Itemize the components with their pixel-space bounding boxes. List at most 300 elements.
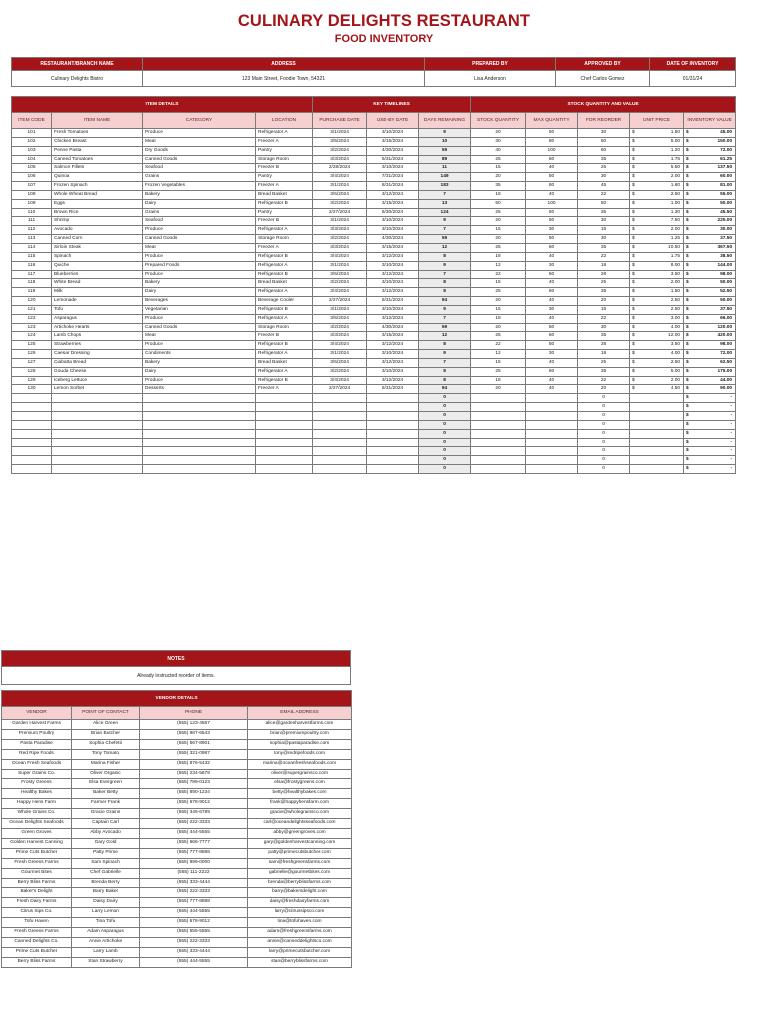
inventory-cell: 30 [526,261,578,270]
currency-symbol: $ [686,298,689,304]
price-value: 144.00 [717,262,733,268]
inventory-cell: 130 [12,385,52,394]
inventory-cell: Produce [143,129,256,138]
inventory-cell [630,323,684,332]
inventory-cell: 40 [526,297,578,306]
inventory-row [12,367,736,376]
inventory-row [12,226,736,235]
inventory-cell: 3/12/2024 [367,314,419,323]
currency-symbol: $ [686,368,689,374]
info-header-address: ADDRESS [143,58,425,71]
vendor-cell: Chef Gabrielle [72,868,140,878]
inventory-cell [256,429,313,438]
inventory-cell [367,438,419,447]
inventory-cell [313,438,367,447]
inventory-column-header: MAX QUANTITY [526,113,578,129]
inventory-cell [143,394,256,403]
inventory-cell [630,332,684,341]
inventory-cell: 9 [419,217,471,226]
vendor-cell: (555) 666-7777 [140,838,248,848]
vendor-cell: Frosty Greens [2,779,72,789]
inventory-empty-row [12,465,736,474]
inventory-cell [630,305,684,314]
vendor-cell: Brian Butcher [72,729,140,739]
inventory-cell: 7/31/2024 [367,173,419,182]
inventory-cell: 22 [578,252,630,261]
inventory-cell: 3/5/2024 [313,137,367,146]
inventory-cell: 9 [419,350,471,359]
vendor-cell: (555) 789-0123 [140,779,248,789]
vendor-row [2,848,352,858]
inventory-cell: Dairy [143,367,256,376]
inventory-cell [12,465,52,474]
inventory-cell: 3/12/2024 [367,358,419,367]
price-value: 45.00 [720,130,733,135]
price-value: 2.50 [670,306,681,312]
currency-symbol: $ [632,271,635,277]
inventory-cell: 20 [578,297,630,306]
vendor-cell: Healthy Bakes [2,789,72,799]
vendor-cell: Baker Betty [72,789,140,799]
inventory-cell: 3/1/2024 [313,129,367,138]
inventory-cell [630,226,684,235]
vendor-row [2,779,352,789]
inventory-cell: 50 [526,341,578,350]
inventory-cell: 110 [12,208,52,217]
currency-symbol: $ [632,218,635,224]
inventory-cell [143,420,256,429]
vendor-row [2,868,352,878]
price-value: - [730,457,733,463]
inventory-cell: 3/15/2024 [367,137,419,146]
inventory-cell: 40 [526,252,578,261]
price-value: 66.00 [720,315,733,321]
inventory-cell [12,394,52,403]
currency-symbol: $ [686,138,689,144]
inventory-table [11,96,736,474]
inventory-cell [526,438,578,447]
inventory-cell [313,429,367,438]
inventory-cell [367,394,419,403]
vendor-row [2,749,352,759]
inventory-cell [684,199,736,208]
inventory-cell: Bread Basket [256,358,313,367]
currency-symbol: $ [686,386,689,392]
inventory-column-header: FOR REORDER [578,113,630,129]
inventory-cell [313,394,367,403]
inventory-cell: 40 [526,279,578,288]
vendor-cell: (555) 321-0987 [140,749,248,759]
inventory-cell: 25 [471,332,526,341]
inventory-cell: Quinoa [52,173,143,182]
price-value: 2.50 [670,298,681,304]
inventory-cell: Bakery [143,190,256,199]
inventory-cell: 40 [526,358,578,367]
inventory-cell: 102 [12,137,52,146]
price-value: 1.20 [670,147,681,153]
price-value: 4.00 [670,351,681,357]
group-key-timelines: KEY TIMELINES [313,97,471,113]
days-remaining-cell: 0 [419,394,471,403]
inventory-cell [52,465,143,474]
currency-symbol: $ [686,315,689,321]
inventory-cell [526,394,578,403]
inventory-empty-row [12,447,736,456]
inventory-cell: 3/15/2024 [367,332,419,341]
inventory-cell [526,456,578,465]
inventory-cell: Frozen Spinach [52,182,143,191]
currency-symbol: $ [632,138,635,144]
inventory-row [12,376,736,385]
vendor-cell: (555) 345-6789 [140,809,248,819]
vendor-row [2,957,352,967]
inventory-cell: Dairy [143,199,256,208]
inventory-cell: 50 [526,129,578,138]
currency-symbol: $ [632,280,635,286]
vendor-cell: frank@happyhensfarm.com [248,799,352,809]
currency-symbol: $ [686,413,689,418]
inventory-cell: Refrigerator A [256,129,313,138]
vendor-column-header: PHONE [140,707,248,720]
inventory-cell [684,164,736,173]
inventory-cell [367,456,419,465]
currency-symbol: $ [632,262,635,268]
inventory-cell: 118 [12,279,52,288]
currency-symbol: $ [686,174,689,180]
inventory-cell [684,235,736,244]
inventory-cell: 3/3/2024 [313,155,367,164]
price-value: 10.50 [668,244,681,250]
inventory-cell: 128 [12,367,52,376]
inventory-cell [630,208,684,217]
currency-symbol: $ [632,165,635,171]
days-remaining-cell: 0 [419,403,471,412]
inventory-cell [684,137,736,146]
inventory-cell: 3/10/2024 [367,261,419,270]
inventory-cell: 124 [419,208,471,217]
inventory-column-header: PURCHASE DATE [313,113,367,129]
inventory-cell: 25 [471,208,526,217]
inventory-cell [526,429,578,438]
currency-symbol: $ [686,439,689,445]
inventory-row [12,146,736,155]
inventory-cell: Shrimp [52,217,143,226]
price-value: 50.00 [720,200,733,206]
inventory-cell [630,199,684,208]
vendor-cell: Prime Cuts Butcher [2,947,72,957]
currency-symbol: $ [632,236,635,242]
inventory-cell: 59 [419,323,471,332]
inventory-cell [630,270,684,279]
inventory-cell: Lemonade [52,297,143,306]
currency-symbol: $ [632,377,635,383]
inventory-cell: 6/30/2024 [367,208,419,217]
inventory-cell: 112 [12,226,52,235]
inventory-cell: 18 [471,252,526,261]
inventory-cell [256,447,313,456]
price-value: 5.50 [670,165,681,171]
vendor-cell: annie@canneddelightsco.com [248,937,352,947]
inventory-cell: 30 [578,217,630,226]
vendor-cell: oliver@supergrainsco.com [248,769,352,779]
inventory-cell [52,456,143,465]
document-title: CULINARY DELIGHTS RESTAURANT [237,12,531,30]
inventory-cell [52,412,143,421]
currency-symbol: $ [686,156,689,162]
currency-symbol: $ [686,280,689,286]
price-value: 1.80 [670,183,681,189]
currency-symbol: $ [632,324,635,330]
inventory-value-cell [684,465,736,474]
inventory-cell: 3/1/2024 [313,182,367,191]
vendor-cell: Elsa Evergreen [72,779,140,789]
vendor-cell: tina@tofuhaven.com [248,918,352,928]
inventory-cell: 115 [12,252,52,261]
inventory-cell: Bread Basket [256,190,313,199]
inventory-cell: 5/31/2024 [367,155,419,164]
vendor-row [2,898,352,908]
inventory-cell: 113 [12,235,52,244]
currency-symbol: $ [686,404,689,410]
inventory-cell: Produce [143,226,256,235]
price-value: 1.30 [670,209,681,215]
inventory-cell: 20 [471,385,526,394]
inventory-cell: 3/12/2024 [367,252,419,261]
vendor-row [2,739,352,749]
inventory-cell [684,314,736,323]
inventory-cell: 15 [471,226,526,235]
currency-symbol: $ [632,333,635,339]
inventory-cell: Beverages [143,297,256,306]
inventory-cell [256,438,313,447]
inventory-cell: 22 [578,314,630,323]
info-approved-by: Chef Carlos Gomez [556,71,650,87]
inventory-cell [630,429,684,438]
inventory-cell [256,456,313,465]
inventory-cell [471,394,526,403]
vendor-cell: Larry Lamb [72,947,140,957]
vendor-cell: marina@oceanfreshseafoods.com [248,759,352,769]
inventory-row [12,190,736,199]
group-item-details: ITEM DETAILS [12,97,313,113]
inventory-cell: 3/3/2024 [313,332,367,341]
inventory-cell: 7 [419,358,471,367]
inventory-cell: Refrigerator A [256,288,313,297]
inventory-cell: 7 [419,314,471,323]
info-header-branch: RESTAURANT/BRANCH NAME [12,58,143,71]
inventory-cell: 15 [471,279,526,288]
inventory-cell: 8 [419,252,471,261]
inventory-cell: 5/31/2024 [367,385,419,394]
inventory-cell [313,447,367,456]
vendor-cell: Whole Grains Co. [2,809,72,819]
inventory-column-header: UNIT PRICE [630,113,684,129]
inventory-cell: 3/5/2024 [313,270,367,279]
days-remaining-cell: 0 [419,429,471,438]
inventory-cell: 2/27/2024 [313,297,367,306]
vendor-cell: (555) 678-9012 [140,918,248,928]
document-subtitle: FOOD INVENTORY [334,33,434,45]
inventory-cell: 2/28/2024 [313,164,367,173]
inventory-cell: 50 [471,199,526,208]
inventory-cell [630,137,684,146]
inventory-cell: Refrigerator A [256,226,313,235]
inventory-cell [684,358,736,367]
inventory-cell [684,270,736,279]
currency-symbol: $ [686,227,689,233]
inventory-cell: Pantry [256,173,313,182]
currency-symbol: $ [686,359,689,365]
inventory-cell: 30 [526,305,578,314]
price-value: 61.25 [720,156,733,162]
vendor-cell: Canned Delights Co. [2,937,72,947]
reorder-cell: 0 [578,403,630,412]
price-value: 50.00 [720,298,733,304]
vendor-cell: elsa@frostygreens.com [248,779,352,789]
inventory-cell [684,243,736,252]
price-value: - [730,395,733,401]
inventory-cell: 35 [578,332,630,341]
inventory-cell [630,173,684,182]
vendor-cell: brenda@berryblissfarms.com [248,878,352,888]
currency-symbol: $ [686,333,689,339]
currency-symbol: $ [686,289,689,295]
vendor-cell: Tony Tomato [72,749,140,759]
inventory-cell: 25 [471,367,526,376]
inventory-cell: 3/5/2024 [313,358,367,367]
vendor-cell: Daisy Dairy [72,898,140,908]
inventory-cell: 12 [471,350,526,359]
vendor-cell: larry@citrussipsco.com [248,908,352,918]
inventory-cell [471,429,526,438]
vendor-cell: (555) 777-8888 [140,898,248,908]
vendor-row [2,809,352,819]
currency-symbol: $ [686,324,689,330]
inventory-row [12,217,736,226]
inventory-cell: Salmon Fillets [52,164,143,173]
inventory-cell [12,438,52,447]
inventory-cell: 60 [526,367,578,376]
vendor-cell: (555) 222-3333 [140,888,248,898]
price-value: 52.50 [720,289,733,295]
inventory-cell: 2/27/2024 [313,385,367,394]
inventory-cell: 20 [471,297,526,306]
inventory-cell: 60 [526,332,578,341]
inventory-cell [630,182,684,191]
inventory-cell: 3/4/2024 [313,173,367,182]
inventory-cell: 3/4/2024 [313,376,367,385]
inventory-cell: 80 [526,182,578,191]
price-value: 2.00 [670,280,681,286]
inventory-cell: 30 [578,173,630,182]
inventory-row [12,350,736,359]
vendor-cell: Berry Bliss Farms [2,878,72,888]
inventory-cell [684,367,736,376]
inventory-value-cell [684,438,736,447]
inventory-cell: Freezer A [256,385,313,394]
inventory-empty-row [12,429,736,438]
price-value: 1.50 [670,130,681,135]
inventory-cell: 3/4/2024 [313,341,367,350]
inventory-cell: 100 [526,146,578,155]
inventory-cell: 3/10/2024 [367,305,419,314]
inventory-value-cell [684,429,736,438]
inventory-cell [367,403,419,412]
vendor-cell: Marina Fisher [72,759,140,769]
inventory-cell: Produce [143,314,256,323]
inventory-cell [630,297,684,306]
inventory-cell [684,323,736,332]
inventory-cell: 3/1/2024 [313,305,367,314]
info-branch-name: Culinary Delights Bistro [12,71,143,87]
inventory-cell [630,146,684,155]
inventory-row [12,173,736,182]
vendor-cell: Tofu Haven [2,918,72,928]
inventory-cell [526,447,578,456]
inventory-cell: 8 [419,376,471,385]
inventory-cell: Refrigerator B [256,341,313,350]
inventory-cell: 3/4/2024 [313,288,367,297]
inventory-cell: Grains [143,208,256,217]
inventory-cell: 107 [12,182,52,191]
currency-symbol: $ [632,227,635,233]
inventory-cell: 123 [12,323,52,332]
price-value: 1.75 [670,253,681,259]
inventory-cell [684,350,736,359]
inventory-cell [143,456,256,465]
vendor-header: VENDOR DETAILS [2,691,352,707]
inventory-cell: 119 [12,288,52,297]
days-remaining-cell: 0 [419,420,471,429]
inventory-cell: 89 [419,155,471,164]
currency-symbol: $ [686,457,689,463]
currency-symbol: $ [686,244,689,250]
inventory-cell [367,412,419,421]
vendor-cell: (555) 444-5555 [140,957,248,967]
inventory-cell: 9 [419,129,471,138]
inventory-cell: 80 [526,137,578,146]
inventory-cell: 8 [419,279,471,288]
info-header-date: DATE OF INVENTORY [650,58,736,71]
inventory-cell: 4/30/2024 [367,323,419,332]
inventory-cell: 106 [12,173,52,182]
days-remaining-cell: 0 [419,438,471,447]
inventory-cell: 28 [578,341,630,350]
vendor-cell: Pasta Paradise [2,739,72,749]
inventory-cell: 25 [471,155,526,164]
inventory-cell: Fresh Tomatoes [52,129,143,138]
inventory-cell: 129 [12,376,52,385]
price-value: 7.50 [670,218,681,224]
currency-symbol: $ [686,342,689,348]
vendor-cell: (555) 444-5555 [140,908,248,918]
inventory-cell [630,314,684,323]
inventory-cell: 3/1/2024 [313,350,367,359]
inventory-cell: Pantry [256,146,313,155]
inventory-column-header: DAYS REMAINING [419,113,471,129]
inventory-cell: 22 [578,190,630,199]
inventory-row [12,385,736,394]
currency-symbol: $ [686,218,689,224]
vendor-cell: Happy Hens Farm [2,799,72,809]
vendor-cell: carl@oceandelightsseafoods.com [248,819,352,829]
price-value: 420.00 [717,333,733,339]
currency-symbol: $ [632,351,635,357]
vendor-cell: Prime Cuts Butcher [2,848,72,858]
inventory-cell [684,208,736,217]
inventory-cell [630,190,684,199]
vendor-cell: Berry Bliss Farms [2,957,72,967]
